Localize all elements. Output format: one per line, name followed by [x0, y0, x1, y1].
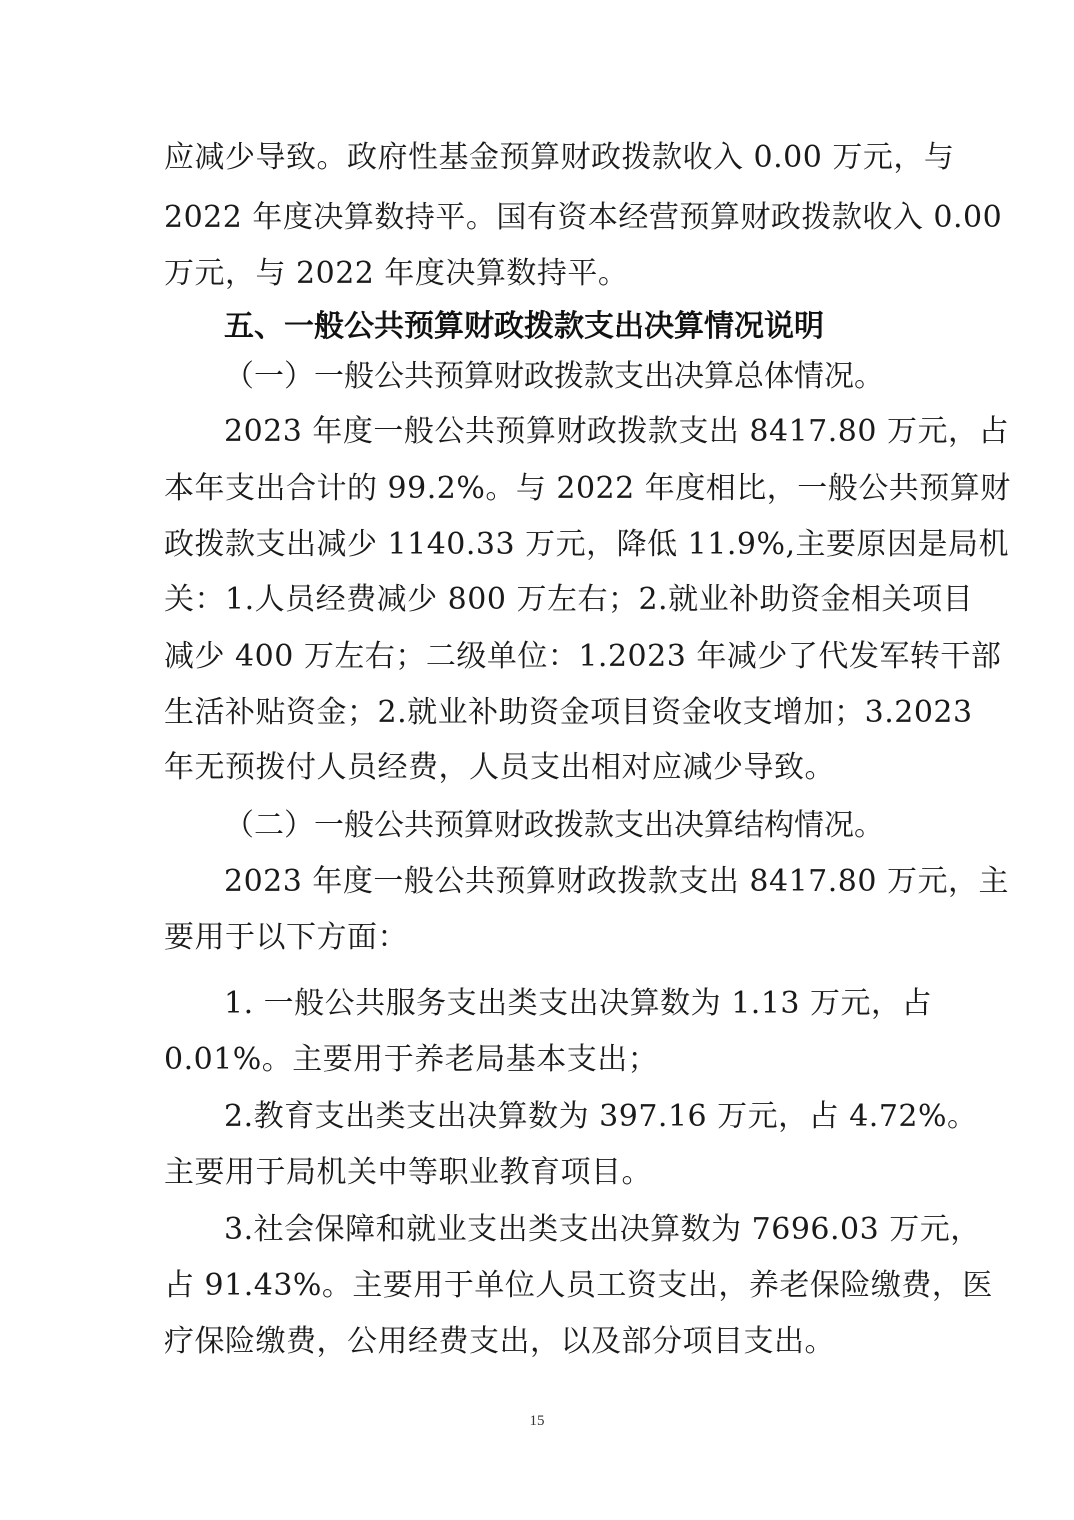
list-item-line: 占 91.43%。主要用于单位人员工资支出，养老保险缴费，医	[164, 1268, 993, 1303]
list-item-line: 1. 一般公共服务支出类支出决算数为 1.13 万元，占	[224, 986, 933, 1021]
paragraph-line: 减少 400 万左右；二级单位：1.2023 年减少了代发军转干部	[164, 639, 1002, 674]
paragraph-line: 2022 年度决算数持平。国有资本经营预算财政拨款收入 0.00	[164, 200, 1003, 235]
paragraph-line: 关：1.人员经费减少 800 万左右；2.就业补助资金相关项目	[164, 582, 974, 617]
section-heading: 五、一般公共预算财政拨款支出决算情况说明	[224, 309, 824, 344]
paragraph-line: 应减少导致。政府性基金预算财政拨款收入 0.00 万元，与	[164, 140, 955, 175]
list-item-line: 3.社会保障和就业支出类支出决算数为 7696.03 万元，	[224, 1212, 981, 1247]
list-item-line: 0.01%。主要用于养老局基本支出；	[164, 1042, 659, 1077]
paragraph-line: 万元，与 2022 年度决算数持平。	[164, 256, 629, 291]
paragraph-line: 2023 年度一般公共预算财政拨款支出 8417.80 万元，占	[224, 414, 1010, 449]
paragraph-line: 年无预拨付人员经费，人员支出相对应减少导致。	[164, 750, 835, 785]
subsection-heading: （二）一般公共预算财政拨款支出决算结构情况。	[224, 808, 884, 843]
paragraph-line: 要用于以下方面：	[164, 920, 408, 955]
page-number: 15	[529, 1413, 545, 1429]
paragraph-line: 政拨款支出减少 1140.33 万元，降低 11.9%,主要原因是局机	[164, 527, 1010, 562]
list-item-line: 疗保险缴费，公用经费支出，以及部分项目支出。	[164, 1324, 835, 1359]
list-item-line: 2.教育支出类支出决算数为 397.16 万元，占 4.72%。	[224, 1099, 978, 1134]
list-item-line: 主要用于局机关中等职业教育项目。	[164, 1155, 652, 1190]
paragraph-line: 本年支出合计的 99.2%。与 2022 年度相比，一般公共预算财	[164, 471, 1011, 506]
subsection-heading: （一）一般公共预算财政拨款支出决算总体情况。	[224, 359, 884, 394]
paragraph-line: 2023 年度一般公共预算财政拨款支出 8417.80 万元，主	[224, 864, 1010, 899]
paragraph-line: 生活补贴资金；2.就业补助资金项目资金收支增加；3.2023	[164, 695, 973, 730]
